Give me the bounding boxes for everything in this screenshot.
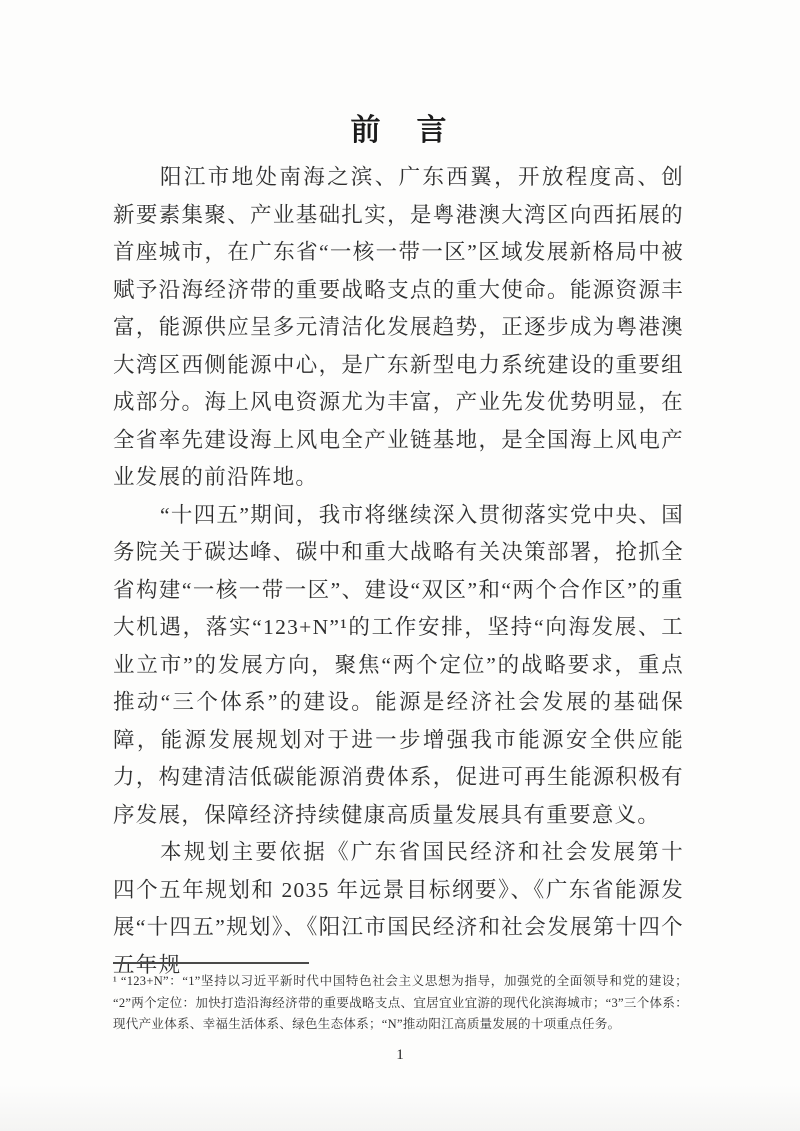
body-paragraph-3: 本规划主要依据《广东省国民经济和社会发展第十四个五年规划和 2035 年远景目标纲要》、《广东省能源发展“十四五”规划》、《阳江市国民经济和社会发展第十四个五年规 xyxy=(113,840,684,977)
document-body xyxy=(113,159,684,984)
footnote-area xyxy=(113,962,688,1036)
page-number: 1 xyxy=(396,1047,404,1063)
body-paragraph-1: 阳江市地处南海之滨、广东西翼，开放程度高、创新要素集聚、产业基础扎实，是粤港澳大湾区向西拓展的首座城市，在广东省“一核一带一区”区域发展新格局中被赋予沿海经济带的重要战略支点的重大使命。能源资源丰富，能源供应呈多元清洁化发展趋势，正逐步成为粤港澳大湾区西侧能源中心，是广东新型电力系统建设的重要组成部分。海上风电资源尤为丰富，产业先发优势明显，在全省率先建设海上风电全产业链基地，是全国海上风电产业发展的前沿阵地。 xyxy=(113,165,684,489)
page-title: 前 言 xyxy=(350,114,450,147)
footnote-text: ¹ “123+N”：“1”坚持以习近平新时代中国特色社会主义思想为指导，加强党的全面领导和党的建设；“2”两个定位：加快打造沿海经济带的重要战略支点、宜居宜业宜游的现代化滨海城市；“3”三个体系：现代产业体系、幸福生活体系、绿色生态体系；“N”推动阳江高质量发展的十项重点任务。 xyxy=(113,974,688,1031)
body-paragraph-2: “十四五”期间，我市将继续深入贯彻落实党中央、国务院关于碳达峰、碳中和重大战略有关决策部署，抢抓全省构建“一核一带一区”、建设“双区”和“两个合作区”的重大机遇，落实“123+N”¹的工作安排，坚持“向海发展、工业立市”的发展方向，聚焦“两个定位”的战略要求，重点推动“三个体系”的建设。能源是经济社会发展的基础保障，能源发展规划对于进一步增强我市能源安全供应能力，构建清洁低碳能源消费体系，促进可再生能源积极有序发展，保障经济持续健康高质量发展具有重要意义。 xyxy=(113,502,684,827)
footnote-separator xyxy=(113,962,309,964)
